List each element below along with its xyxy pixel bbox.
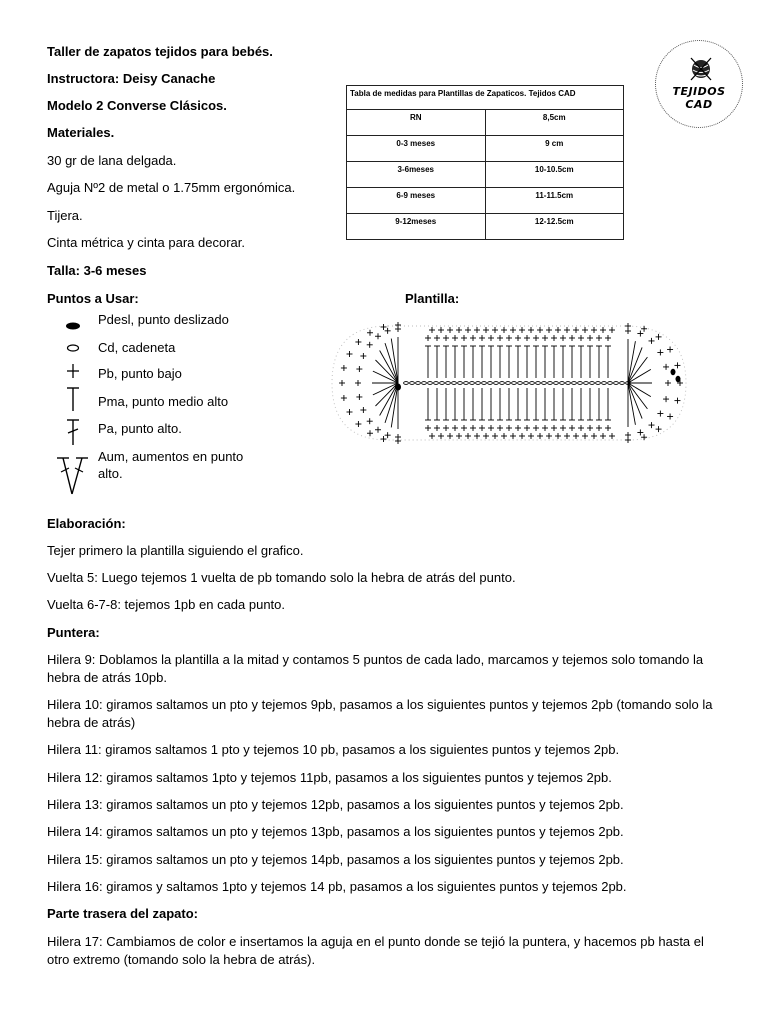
doc-title: Taller de zapatos tejidos para bebés. [47, 44, 273, 59]
trasera-heading: Parte trasera del zapato: [47, 906, 199, 921]
stitch-label: Cd, cadeneta [98, 340, 176, 355]
size-table-title: Tabla de medidas para Plantillas de Zapaticos. Tejidos CAD [347, 86, 624, 110]
material-item: 30 gr de lana delgada. [47, 153, 177, 168]
step-text: Hilera 14: giramos saltamos un pto y tejemos 13pb, pasamos a los siguientes puntos y tejemos 2pb. [47, 824, 624, 839]
plantilla-chart [328, 318, 688, 448]
material-item: Aguja Nº2 de metal o 1.75mm ergonómica. [47, 180, 296, 195]
stitches-heading: Puntos a Usar: [47, 291, 139, 306]
step-text: Hilera 16: giramos y saltamos 1pto y tejemos 14 pb, pasamos a los siguientes puntos y tejemos 2pb. [47, 879, 627, 894]
logo-text: TEJIDOS CAD [672, 85, 726, 111]
table-cell: 11-11.5cm [485, 188, 624, 214]
puntera-heading: Puntera: [47, 625, 100, 640]
yarn-ball-icon [689, 56, 713, 82]
table-cell: 9 cm [485, 136, 624, 162]
table-cell: 10-10.5cm [485, 162, 624, 188]
table-cell: RN [347, 110, 486, 136]
table-row [347, 214, 624, 240]
table-cell: 0-3 meses [347, 136, 486, 162]
table-row [347, 110, 624, 136]
table-cell: 9-12meses [347, 214, 486, 240]
materials-heading: Materiales. [47, 125, 115, 140]
size-line: Talla: 3-6 meses [47, 263, 147, 278]
open-oval-icon [58, 342, 88, 357]
stitch-label: Pdesl, punto deslizado [98, 312, 229, 327]
table-cell: 12-12.5cm [485, 214, 624, 240]
t-icon [58, 385, 88, 416]
table-cell: 3-6meses [347, 162, 486, 188]
stitch-label: Pb, punto bajo [98, 366, 182, 381]
v-increase-icon [52, 452, 92, 501]
step-text: Hilera 13: giramos saltamos un pto y tejemos 12pb, pasamos a los siguientes puntos y tejemos 2pb. [47, 797, 624, 812]
stitch-label: Pa, punto alto. [98, 421, 182, 436]
step-text: Tejer primero la plantilla siguiendo el grafico. [47, 543, 304, 558]
crossed-t-icon [58, 417, 88, 450]
step-text: Hilera 9: Doblamos la plantilla a la mitad y contamos 5 puntos de cada lado, marcamos y tejemos solo tomando la hebra de atrás 10pb. [47, 652, 704, 685]
stitch-label: alto. [98, 466, 123, 481]
step-text: Hilera 17: Cambiamos de color e insertamos la aguja en el punto donde se tejió la puntera, y hacemos pb hasta el otro extremo (tomando solo la hebra de atrás). [47, 934, 704, 967]
step-text: Vuelta 5: Luego tejemos 1 vuelta de pb tomando solo la hebra de atrás del punto. [47, 570, 516, 585]
step-text: Hilera 10: giramos saltamos un pto y tejemos 9pb, pasamos a los siguientes puntos y tejemos 2pb (tomando solo la hebra de atrás) [47, 697, 713, 730]
elaboracion-heading: Elaboración: [47, 516, 126, 531]
stitch-label: Aum, aumentos en punto [98, 449, 244, 464]
material-item: Tijera. [47, 208, 83, 223]
step-text: Hilera 15: giramos saltamos un pto y tejemos 14pb, pasamos a los siguientes puntos y tejemos 2pb. [47, 852, 624, 867]
tejidos-cad-logo [655, 40, 743, 128]
plantilla-heading: Plantilla: [405, 291, 460, 306]
step-text: Vuelta 6-7-8: tejemos 1pb en cada punto. [47, 597, 286, 612]
table-cell: 6-9 meses [347, 188, 486, 214]
stitch-label: Pma, punto medio alto [98, 394, 229, 409]
model-line: Modelo 2 Converse Clásicos. [47, 98, 227, 113]
table-cell: 8,5cm [485, 110, 624, 136]
step-text: Hilera 11: giramos saltamos 1 pto y tejemos 10 pb, pasamos a los siguientes puntos y tejemos 2pb. [47, 742, 620, 757]
material-item: Cinta métrica y cinta para decorar. [47, 235, 245, 250]
step-text: Hilera 12: giramos saltamos 1pto y tejemos 11pb, pasamos a los siguientes puntos y tejemos 2pb. [47, 770, 612, 785]
table-row [347, 162, 624, 188]
instructor-line: Instructora: Deisy Canache [47, 71, 216, 86]
table-row [347, 188, 624, 214]
plus-icon [58, 362, 88, 383]
table-row [347, 136, 624, 162]
filled-oval-icon [58, 320, 88, 335]
size-table [346, 85, 624, 240]
